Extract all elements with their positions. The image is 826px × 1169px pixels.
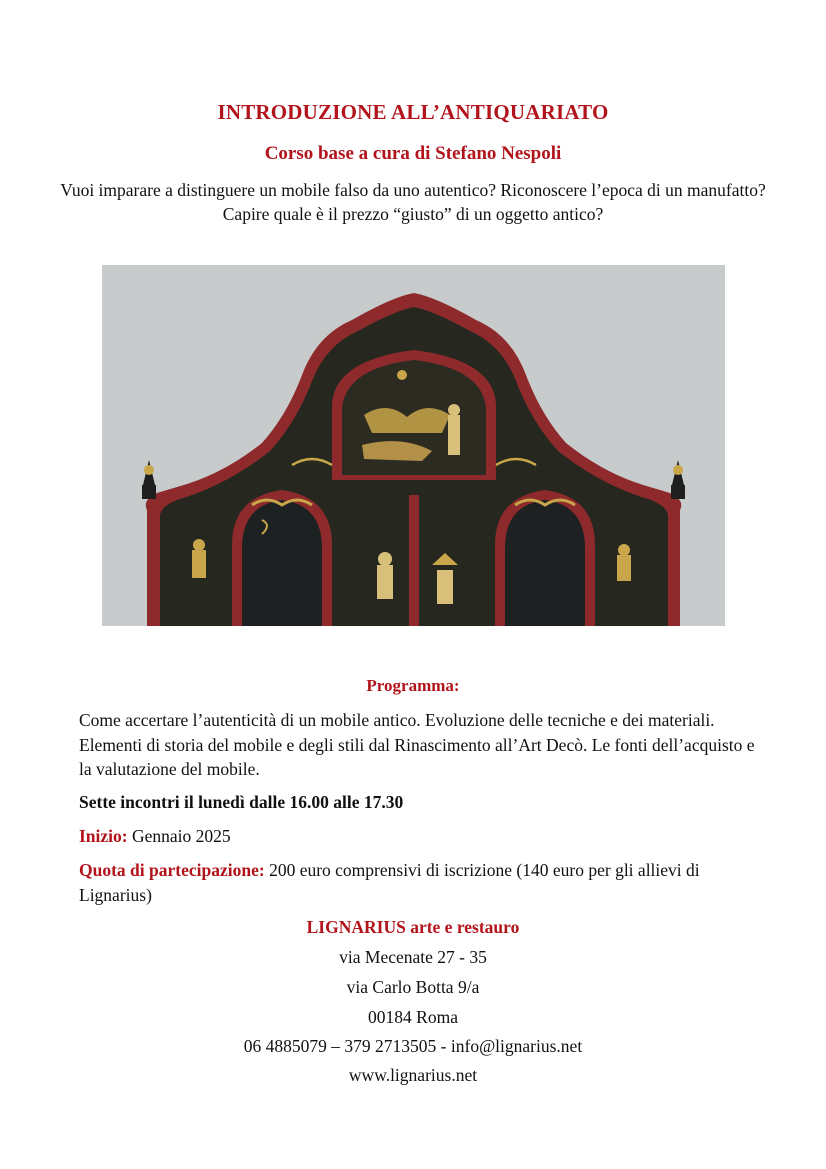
programma-heading: Programma:	[366, 676, 460, 695]
cabinet-photo	[102, 265, 725, 626]
address-city: 00184 Roma	[368, 1007, 458, 1027]
contact-phones: 06 4885079 – 379 2713505 - info@lignarius.net	[243, 1036, 583, 1056]
contact-website[interactable]: www.lignarius.net	[348, 1065, 478, 1085]
schedule-text: Sette incontri il lunedì dalle 16.00 alle 17.30	[79, 792, 404, 812]
start-label: Inizio:	[79, 826, 128, 846]
programma-text: Come accertare l’autenticità di un mobile antico. Evoluzione delle tecniche e dei materiali. Elementi di storia del mobile e degli stili dal Rinascimento all’Art Decò. Le fonti dell’acquisto e la valutazione del mobile.	[79, 710, 755, 779]
page-title: INTRODUZIONE ALL’ANTIQUARIATO	[217, 100, 609, 124]
contact-name: LIGNARIUS arte e restauro	[306, 917, 520, 937]
fee-line	[79, 858, 759, 907]
fee-value: 200 euro comprensivi di iscrizione (140 euro per gli allievi di Lignarius)	[79, 860, 700, 905]
page-subtitle: Corso base a cura di Stefano Nespoli	[264, 143, 562, 164]
intro-text: Vuoi imparare a distinguere un mobile falso da uno autentico? Riconoscere l’epoca di un manufatto? Capire quale è il prezzo “giusto” di un oggetto antico?	[60, 180, 766, 224]
start-value: Gennaio 2025	[132, 826, 231, 846]
address-line-1: via Mecenate 27 - 35	[339, 947, 487, 967]
lacquered-cabinet-icon	[102, 265, 725, 626]
start-line	[79, 824, 759, 849]
fee-label: Quota di partecipazione:	[79, 860, 265, 880]
address-line-2: via Carlo Botta 9/a	[346, 977, 480, 997]
